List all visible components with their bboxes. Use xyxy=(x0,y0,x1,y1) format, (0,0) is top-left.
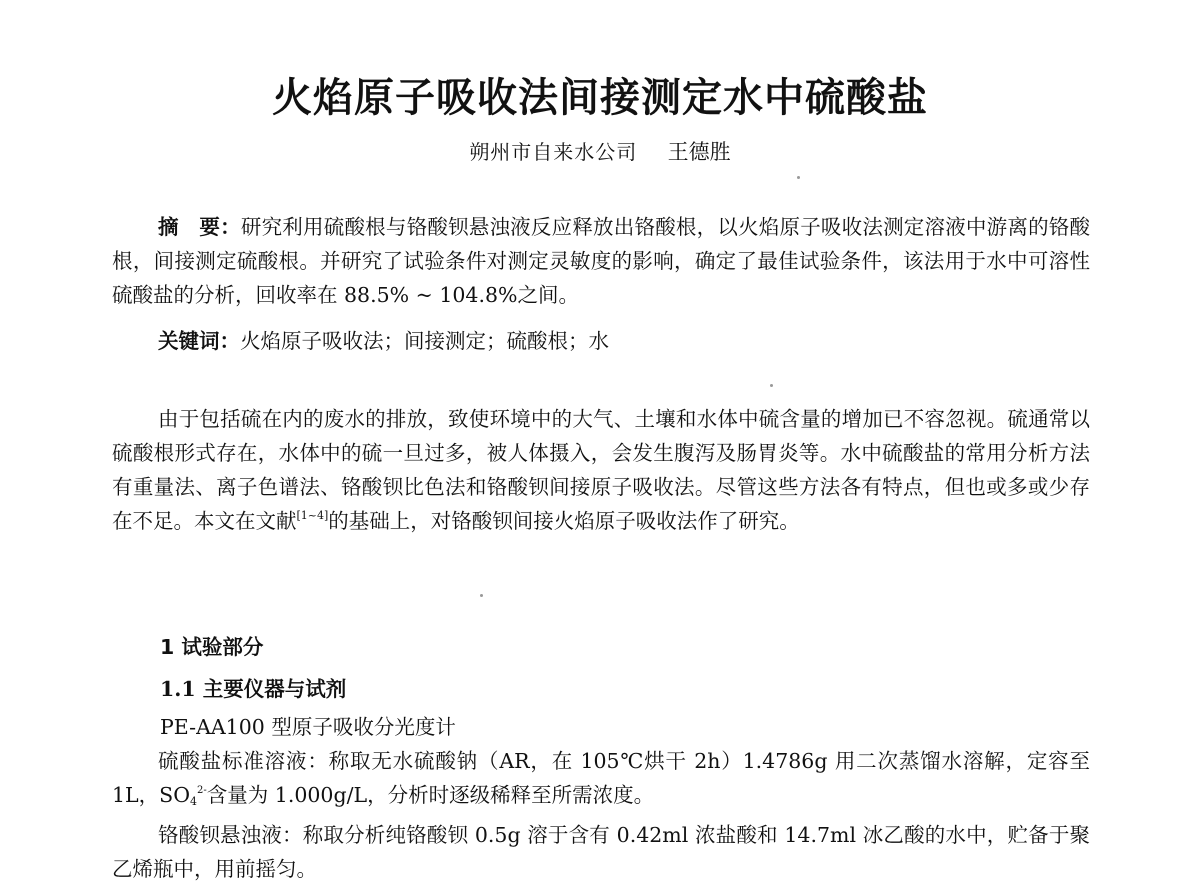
scan-speck xyxy=(480,594,483,597)
byline xyxy=(0,136,1200,168)
introduction-paragraph xyxy=(112,402,1090,538)
sulfate-text-part2: 含量为 1.000g/L，分析时逐级稀释至所需浓度。 xyxy=(206,783,655,807)
subsection-heading: 1.1 主要仪器与试剂 xyxy=(160,677,347,701)
abstract-label: 摘 要： xyxy=(158,215,241,239)
author-organization: 朔州市自来水公司 xyxy=(469,140,638,164)
keywords-text: 火焰原子吸收法；间接测定；硫酸根；水 xyxy=(240,329,609,353)
keywords-label: 关键词： xyxy=(158,329,240,353)
chromate-suspension-paragraph: 铬酸钡悬浊液：称取分析纯铬酸钡 0.5g 溶于含有 0.42ml 浓盐酸和 14.7ml 冰乙酸的水中，贮备于聚乙烯瓶中，用前摇匀。 xyxy=(112,823,1090,881)
abstract-text: 研究利用硫酸根与铬酸钡悬浊液反应释放出铬酸根，以火焰原子吸收法测定溶液中游离的铬酸根，间接测定硫酸根。并研究了试验条件对测定灵敏度的影响，确定了最佳试验条件，该法用于水中可溶性硫酸盐的分析，回收率在 88.5% ~ 104.8%之间。 xyxy=(112,215,1091,307)
sulfate-text-part1: 硫酸盐标准溶液：称取无水硫酸钠（AR，在 105℃烘干 2h）1.4786g 用二次蒸馏水溶解，定容至 1L， xyxy=(112,749,1090,807)
keywords xyxy=(112,324,1090,358)
sulfate-ion-formula xyxy=(159,783,207,807)
paper-title: 火焰原子吸收法间接测定水中硫酸盐 xyxy=(272,75,928,121)
scan-speck xyxy=(770,384,773,387)
scan-speck xyxy=(797,176,800,179)
citation-reference: [1~4] xyxy=(296,509,329,522)
intro-text-part1: 由于包括硫在内的废水的排放，致使环境中的大气、土壤和水体中硫含量的增加已不容忽视。硫通常以硫酸根形式存在，水体中的硫一旦过多，被人体摄入，会发生腹泻及肠胃炎等。水中硫酸盐的常用分析方法有重量法、离子色谱法、铬酸钡比色法和铬酸钡间接原子吸收法。尽管这些方法各有特点，但也或多或少存在不足。本文在文献 xyxy=(112,407,1090,533)
abstract xyxy=(112,210,1090,312)
sulfate-ion-base: SO xyxy=(159,783,191,807)
sulfate-ion-subscript: 4 xyxy=(190,795,198,808)
sulfate-standard-paragraph xyxy=(112,744,1090,819)
intro-text-part2: 的基础上，对铬酸钡间接火焰原子吸收法作了研究。 xyxy=(328,509,800,533)
author-name: 王德胜 xyxy=(667,140,731,164)
instrument-line: PE-AA100 型原子吸收分光度计 xyxy=(160,715,456,739)
section-heading: 1 试验部分 xyxy=(160,635,264,659)
sulfate-ion-charge: 2- xyxy=(197,785,207,796)
